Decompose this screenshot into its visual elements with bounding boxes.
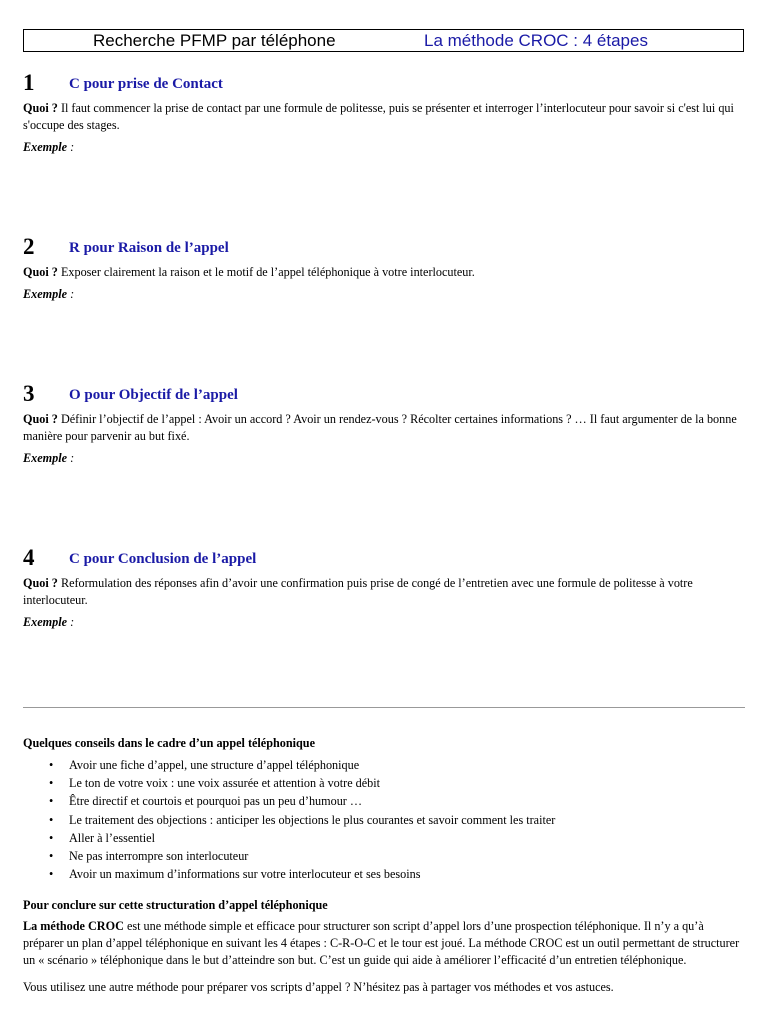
quoi-text: Définir l’objectif de l’appel : Avoir un accord ? Avoir un rendez-vous ? Récolter certaines informations ? … Il faut argumenter de la bonne manière pour parvenir au but fixé.	[23, 412, 737, 443]
step-title: C pour Conclusion de l’appel	[69, 551, 257, 567]
bullet-icon: •	[49, 830, 54, 845]
step-description	[23, 100, 745, 134]
step-title: C pour prise de Contact	[69, 76, 223, 92]
list-item	[23, 774, 745, 792]
bullet-icon: •	[49, 776, 54, 791]
document-header	[23, 29, 744, 52]
list-item	[23, 792, 745, 810]
step-description	[23, 411, 745, 445]
exemple-colon: :	[67, 140, 75, 154]
list-item	[23, 829, 745, 847]
closing-paragraph: Vous utilisez une autre méthode pour préparer vos scripts d’appel ? N’hésitez pas à partager vos méthodes et vos astuces.	[23, 980, 614, 994]
list-item	[23, 811, 745, 829]
exemple-colon: :	[67, 287, 75, 301]
step-title: O pour Objectif de l’appel	[69, 387, 238, 403]
conclusion-paragraph	[23, 918, 745, 969]
header-subtitle: La méthode CROC : 4 étapes	[424, 31, 648, 50]
step-example	[23, 615, 745, 630]
quoi-label: Quoi ?	[23, 265, 58, 279]
list-item-text: Avoir un maximum d’informations sur votre interlocuteur et ses besoins	[69, 867, 421, 882]
step-example	[23, 287, 745, 302]
tips-section	[23, 736, 745, 883]
quoi-text: Exposer clairement la raison et le motif de l’appel téléphonique à votre interlocuteur.	[57, 265, 475, 279]
list-item-text: Ne pas interrompre son interlocuteur	[69, 849, 249, 864]
list-item-text: Aller à l’essentiel	[69, 830, 155, 845]
exemple-label: Exemple	[23, 451, 68, 465]
exemple-colon: :	[67, 615, 75, 629]
list-item-text: Le ton de votre voix : une voix assurée et attention à votre débit	[69, 776, 381, 791]
quoi-label: Quoi ?	[23, 412, 58, 426]
step-example	[23, 451, 745, 466]
step-2	[23, 234, 745, 302]
header-title: Recherche PFMP par téléphone	[93, 31, 336, 50]
exemple-colon: :	[67, 451, 75, 465]
list-item	[23, 756, 745, 774]
exemple-label: Exemple	[23, 287, 68, 301]
list-item	[23, 847, 745, 865]
section-divider	[23, 707, 745, 708]
quoi-text: Il faut commencer la prise de contact par une formule de politesse, puis se présenter et interroger l’interlocuteur pour savoir si c'est lui qui s'occupe des stages.	[23, 101, 734, 132]
bullet-icon: •	[49, 812, 54, 827]
step-4	[23, 545, 745, 630]
bullet-icon: •	[49, 867, 54, 882]
step-description	[23, 264, 745, 281]
step-1	[23, 70, 745, 155]
quoi-text: Reformulation des réponses afin d’avoir une confirmation puis prise de congé de l’entretien avec une formule de politesse à votre interlocuteur.	[23, 576, 693, 607]
list-item	[23, 865, 745, 883]
step-title: R pour Raison de l’appel	[69, 240, 229, 256]
step-3	[23, 381, 745, 466]
quoi-label: Quoi ?	[23, 576, 58, 590]
bullet-icon: •	[49, 849, 54, 864]
step-description	[23, 575, 745, 609]
bullet-icon: •	[49, 758, 54, 772]
tips-title: Quelques conseils dans le cadre d’un appel téléphonique	[23, 736, 315, 750]
list-item-text: Le traitement des objections : anticiper les objections le plus courantes et savoir comment les traiter	[69, 812, 556, 827]
bullet-icon: •	[49, 794, 54, 809]
step-number: 2	[23, 234, 35, 259]
conclusion-title: Pour conclure sur cette structuration d’appel téléphonique	[23, 898, 328, 912]
tips-list	[23, 756, 745, 883]
exemple-label: Exemple	[23, 140, 68, 154]
exemple-label: Exemple	[23, 615, 68, 629]
step-number: 4	[23, 545, 35, 570]
list-item-text: Avoir une fiche d’appel, une structure d’appel téléphonique	[69, 758, 360, 772]
list-item-text: Être directif et courtois et pourquoi pas un peu d’humour …	[69, 794, 363, 809]
step-number: 3	[23, 381, 35, 406]
conclusion-lead: La méthode CROC	[23, 919, 124, 933]
step-number: 1	[23, 70, 35, 95]
step-example	[23, 140, 745, 155]
conclusion-section	[23, 897, 745, 996]
quoi-label: Quoi ?	[23, 101, 58, 115]
conclusion-text: est une méthode simple et efficace pour structurer son script d’appel lors d’une prospection téléphonique. Il n’y a qu’à préparer un plan d’appel téléphonique en suivant les 4 étapes : C-R-O-C et le tour est joué. La méthode CROC est un outil permettant de structurer un « scénario » téléphonique dans le but d’atteindre son but. C’est un guide qui aide à améliorer l’efficacité d’un entretien téléphonique.	[23, 919, 740, 967]
